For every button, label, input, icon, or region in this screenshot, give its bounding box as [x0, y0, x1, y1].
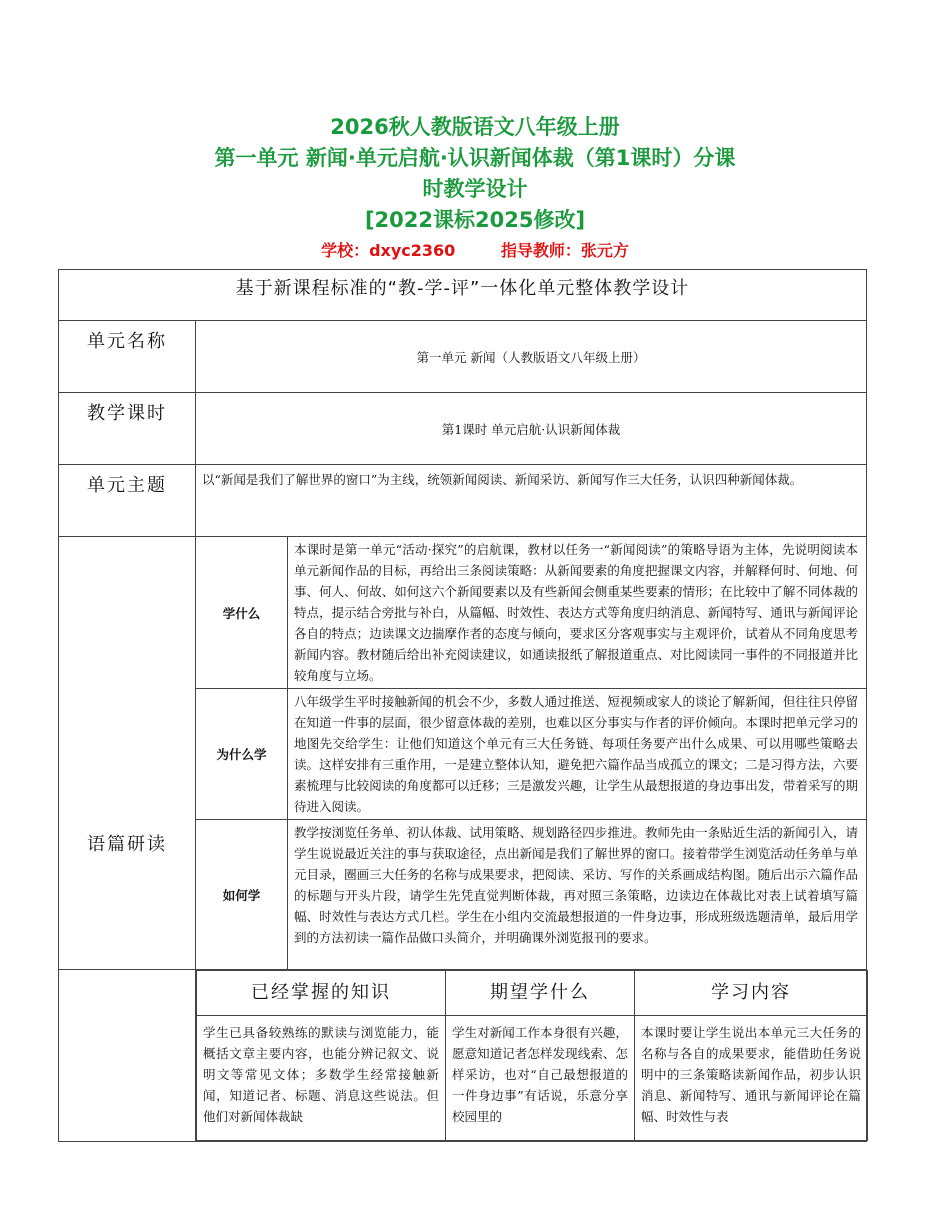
known-header: 已经掌握的知识: [197, 971, 446, 1016]
analysis-label-cell: [59, 970, 196, 1142]
unit-name-value: 第一单元 新闻（人教版语文八年级上册）: [196, 321, 867, 393]
expect-text: 学生对新闻工作本身很有兴趣，愿意知道记者怎样发现线索、怎样采访，也对“自己最想报道的一件身边事”有话说，乐意分享校园里的: [452, 1025, 628, 1124]
study-label: 语篇研读: [59, 537, 196, 970]
theme-value: 以“新闻是我们了解世界的窗口”为主线，统领新闻阅读、新闻采访、新闻写作三大任务，认识四种新闻体裁。: [196, 465, 867, 537]
unit-name-label: 单元名称: [59, 321, 196, 393]
known-text: 学生已具备较熟练的默读与浏览能力，能概括文章主要内容，也能分辨记叙文、说明文等常见文体；多数学生经常接触新闻，知道记者、标题、消息这些说法。但他们对新闻体裁缺: [203, 1025, 439, 1124]
learner-analysis-cell: [196, 970, 867, 1142]
why-value: 八年级学生平时接触新闻的机会不少，多数人通过推送、短视频或家人的谈论了解新闻，但往往只停留在知道一件事的层面，很少留意体裁的差别，也难以区分事实与作者的评价倾向。本课时把单元学习的地图先交给学生：让他们知道这个单元有三大任务链、每项任务要产出什么成果、可以用哪些策略去读。这样安排有三重作用，一是建立整体认知，避免把六篇作品当成孤立的课文；二是习得方法，六要素梳理与比较阅读的角度都可以迁移；三是激发兴趣，让学生从最想报道的身边事出发，带着采写的期待进入阅读。: [288, 689, 867, 820]
expect-value: [446, 1016, 635, 1141]
what-label: 学什么: [196, 537, 288, 689]
doc-title-line2: 第一单元 新闻·单元启航·认识新闻体裁（第1课时）分课: [214, 146, 736, 170]
how-label: 如何学: [196, 820, 288, 970]
lesson-label: 教学课时: [59, 393, 196, 465]
known-value: [197, 1016, 446, 1141]
content-value: [635, 1016, 868, 1141]
why-label: 为什么学: [196, 689, 288, 820]
document-header: [0, 112, 950, 263]
table-banner: 基于新课程标准的“教-学-评”一体化单元整体教学设计: [59, 270, 867, 321]
doc-title-line1: 2026秋人教版语文八年级上册: [330, 115, 620, 139]
what-value: 本课时是第一单元“活动·探究”的启航课，教材以任务一“新闻阅读”的策略导语为主体，先说明阅读本单元新闻作品的目标，再给出三条阅读策略：从新闻要素的角度把握课文内容，并解释何时、何地、何事、何人、何故、如何这六个新闻要素以及有些新闻会侧重某些要素的情形；在比较中了解不同体裁的特点，提示结合旁批与补白，从篇幅、时效性、表达方式等角度归纳消息、新闻特写、通讯与新闻评论各自的特点；边读课文边揣摩作者的态度与倾向，要求区分客观事实与主观评价，试着从不同角度思考新闻内容。教材随后给出补充阅读建议，如通读报纸了解报道重点、对比阅读同一事件的不同报道并比较角度与立场。: [288, 537, 867, 689]
school-label: 学校：dxyc2360: [321, 241, 456, 260]
expect-header: 期望学什么: [446, 971, 635, 1016]
content-header: 学习内容: [635, 971, 868, 1016]
theme-label: 单元主题: [59, 465, 196, 537]
doc-title-line3: 时教学设计: [422, 177, 528, 201]
learner-analysis-table: [196, 970, 868, 1141]
how-value: 教学按浏览任务单、初认体裁、试用策略、规划路径四步推进。教师先由一条贴近生活的新闻引入，请学生说说最近关注的事与获取途径，点出新闻是我们了解世界的窗口。接着带学生浏览活动任务单与单元目录，圈画三大任务的名称与成果要求，把阅读、采访、写作的关系画成结构图。随后出示六篇作品的标题与开头片段，请学生先凭直觉判断体裁，再对照三条策略，边读边在体裁比对表上试着填写篇幅、时效性与表达方式几栏。学生在小组内交流最想报道的一件身边事，形成班级选题清单，最后用学到的方法初读一篇作品做口头简介，并明确课外浏览报刊的要求。: [288, 820, 867, 970]
school-teacher-line: [0, 239, 950, 263]
design-table: [58, 269, 867, 1142]
doc-title-line4: [2022课标2025修改]: [364, 208, 586, 232]
teacher-label: 指导教师：张元方: [500, 241, 629, 260]
lesson-value: 第1课时 单元启航·认识新闻体裁: [196, 393, 867, 465]
content-text: 本课时要让学生说出本单元三大任务的名称与各自的成果要求，能借助任务说明中的三条策略读新闻作品，初步认识消息、新闻特写、通讯与新闻评论在篇幅、时效性与表: [641, 1025, 861, 1124]
